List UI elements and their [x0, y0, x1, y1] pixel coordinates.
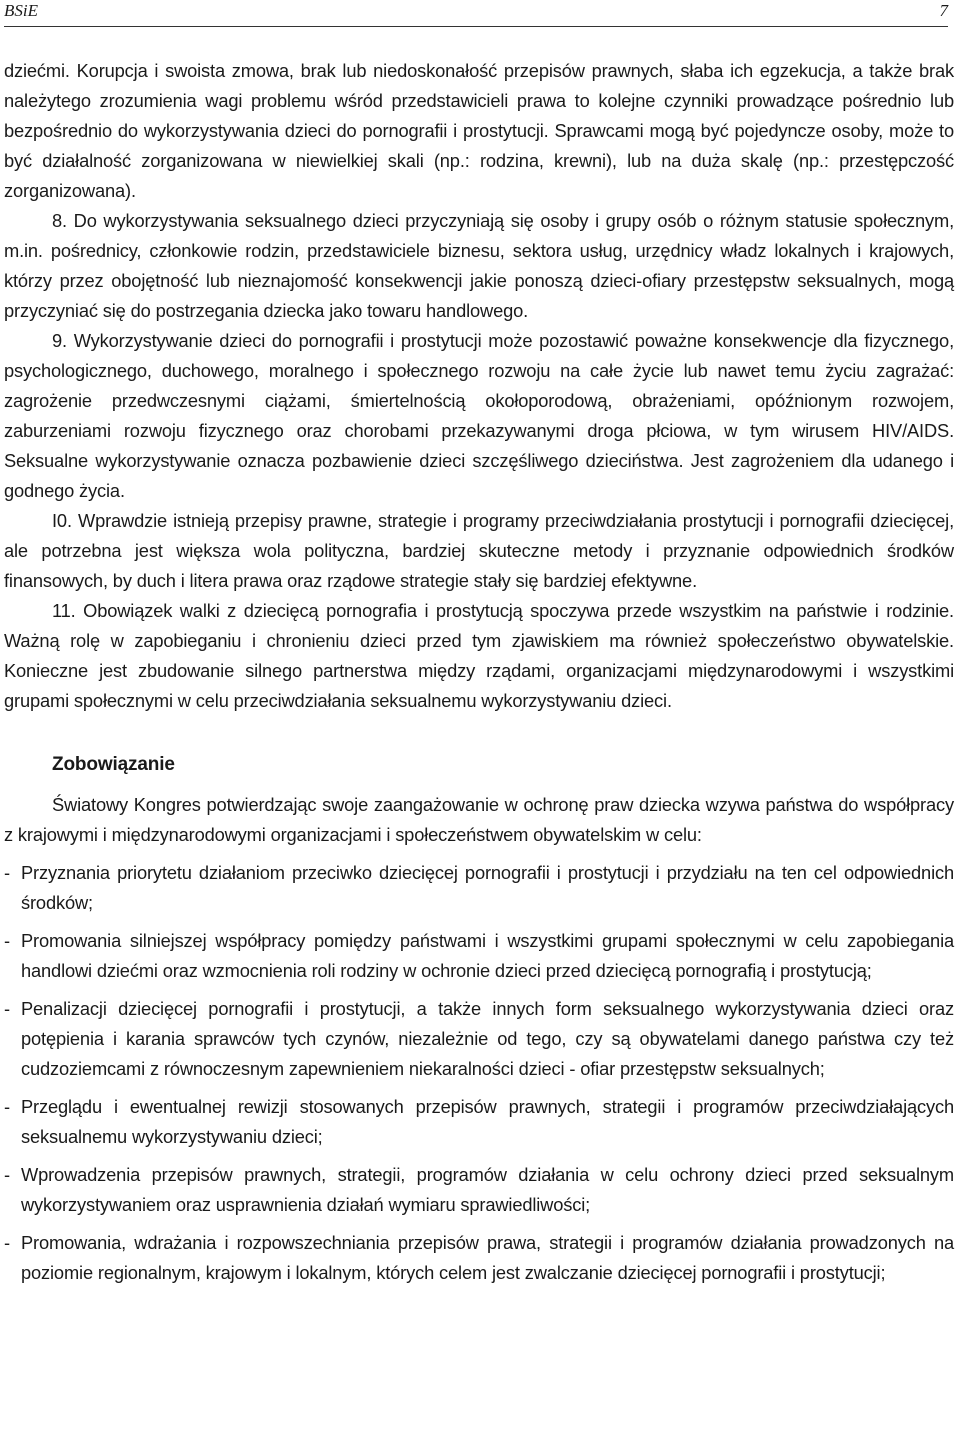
- section-title: Zobowiązanie: [52, 754, 175, 775]
- paragraph-text: Do wykorzystywania seksualnego dzieci przyczyniają się osoby i grupy osób o różnym statusie społecznym, m.in. pośrednicy, członkowie rodzin, przedstawiciele biznesu, sektora usług, urzędnicy władz lokalnych i krajowych, którzy przez obojętność lub nieznajomość konsekwencji jakie ponoszą dzieci-ofiary przestępstw seksualnych, mogą przyczyniać się do postrzegania dziecka jako towaru handlowego.: [4, 210, 954, 321]
- list-item-text: Przeglądu i ewentualnej rewizji stosowanych przepisów prawnych, strategii i programów przeciwdziałających seksualnemu wykorzystywaniu dzieci;: [21, 1096, 954, 1147]
- paragraph-number: 11.: [52, 600, 76, 621]
- document-body: [4, 56, 954, 1288]
- paragraph-continuation: [4, 56, 954, 206]
- section-intro: Światowy Kongres potwierdzając swoje zaangażowanie w ochronę praw dziecka wzywa państwa do współpracy z krajowymi i międzynarodowymi organizacjami i społeczeństwem obywatelskim w celu:: [4, 794, 954, 845]
- list-item-text: Promowania silniejszej współpracy pomiędzy państwami i wszystkimi grupami społecznymi w celu zapobiegania handlowi dziećmi oraz wzmocnienia roli rodziny w ochronie dzieci przed dziecięcą pornografią i prostytucją;: [21, 930, 954, 981]
- list-dash: -: [4, 1232, 10, 1253]
- list-dash: -: [4, 930, 10, 951]
- paragraph-text: dziećmi. Korupcja i swoista zmowa, brak lub niedoskonałość przepisów prawnych, słaba ich egzekucja, a także brak należytego zrozumienia wagi problemu wśród przedstawicieli prawa to kolejne czynniki prowadzące pośrednio lub bezpośrednio do wykorzystywania dzieci do pornografii i prostytucji. Sprawcami mogą być pojedyncze osoby, może to być działalność zorganizowana w niewielkiej skali (np.: rodzina, krewni), lub na duża skalę (np.: przestępczość zorganizowana).: [4, 60, 954, 201]
- list-dash: -: [4, 998, 10, 1019]
- commitments-list: [4, 858, 954, 1288]
- paragraph-number: 9.: [52, 330, 67, 351]
- list-item-text: Przyznania priorytetu działaniom przeciwko dziecięcej pornografii i prostytucji i przydziału na ten cel odpowiednich środków;: [21, 862, 954, 913]
- list-dash: -: [4, 1096, 10, 1117]
- list-item: [4, 1160, 954, 1220]
- paragraph-10: [4, 506, 954, 596]
- list-item-text: Wprowadzenia przepisów prawnych, strategii, programów działania w celu ochrony dzieci przed seksualnym wykorzystywaniem oraz usprawnienia działań wymiaru sprawiedliwości;: [21, 1164, 954, 1215]
- list-item-text: Promowania, wdrażania i rozpowszechniania przepisów prawa, strategii i programów działania prowadzonych na poziomie regionalnym, krajowym i lokalnym, których celem jest zwalczanie dziecięcej pornografii i prostytucji;: [21, 1232, 954, 1283]
- page-header: [4, 0, 948, 27]
- list-dash: -: [4, 1164, 10, 1185]
- list-dash: -: [4, 862, 10, 883]
- list-item: [4, 1092, 954, 1152]
- paragraph-number: 8.: [52, 210, 67, 231]
- list-item-text: Penalizacji dziecięcej pornografii i prostytucji, a także innych form seksualnego wykorzystywania dzieci oraz potępienia i karania sprawców tych czynów, niezależnie od tego, czy są obywatelami danego państwa czy też cudzoziemcami z równoczesnym zapewnieniem niekaralności dzieci - ofiar przestępstw seksualnych;: [21, 998, 954, 1079]
- paragraph-text: Obowiązek walki z dziecięcą pornografia i prostytucją spoczywa przede wszystkim na państwie i rodzinie. Ważną rolę w zapobieganiu i chronieniu dzieci przed tym zjawiskiem ma również społeczeństwo obywatelskie. Konieczne jest zbudowanie silnego partnerstwa między rządami, organizacjami międzynarodowymi i wszystkimi grupami społecznymi w celu przeciwdziałania seksualnemu wykorzystywaniu dzieci.: [4, 600, 954, 711]
- running-header-title: BSiE: [4, 1, 38, 20]
- page-number: 7: [939, 1, 948, 20]
- list-item: [4, 994, 954, 1084]
- paragraph-number: I0.: [52, 510, 72, 531]
- paragraph-11: [4, 596, 954, 716]
- paragraph-text: Wykorzystywanie dzieci do pornografii i prostytucji może pozostawić poważne konsekwencje dla fizycznego, psychologicznego, duchowego, moralnego i społecznego rozwoju na całe życie lub nawet temu życiu zagrażać: zagrożenie przedwczesnymi ciążami, śmiertelnością okołoporodową, obrażeniami, opóźnionym rozwojem, zaburzeniami rozwoju fizycznego oraz chorobami przekazywanymi droga płciowa, w tym wirusem HIV/AIDS. Seksualne wykorzystywanie oznacza pozbawienie dzieci szczęśliwego dzieciństwa. Jest zagrożeniem dla udanego i godnego życia.: [4, 330, 954, 501]
- list-item: [4, 1228, 954, 1288]
- paragraph-text: Wprawdzie istnieją przepisy prawne, strategie i programy przeciwdziałania prostytucji i pornografii dziecięcej, ale potrzebna jest większa wola polityczna, bardziej skuteczne metody i przyznanie odpowiednich środków finansowych, by duch i litera prawa oraz rządowe strategie stały się bardziej efektywne.: [4, 510, 954, 591]
- list-item: [4, 926, 954, 986]
- paragraph-8: [4, 206, 954, 326]
- list-item: [4, 858, 954, 918]
- paragraph-9: [4, 326, 954, 506]
